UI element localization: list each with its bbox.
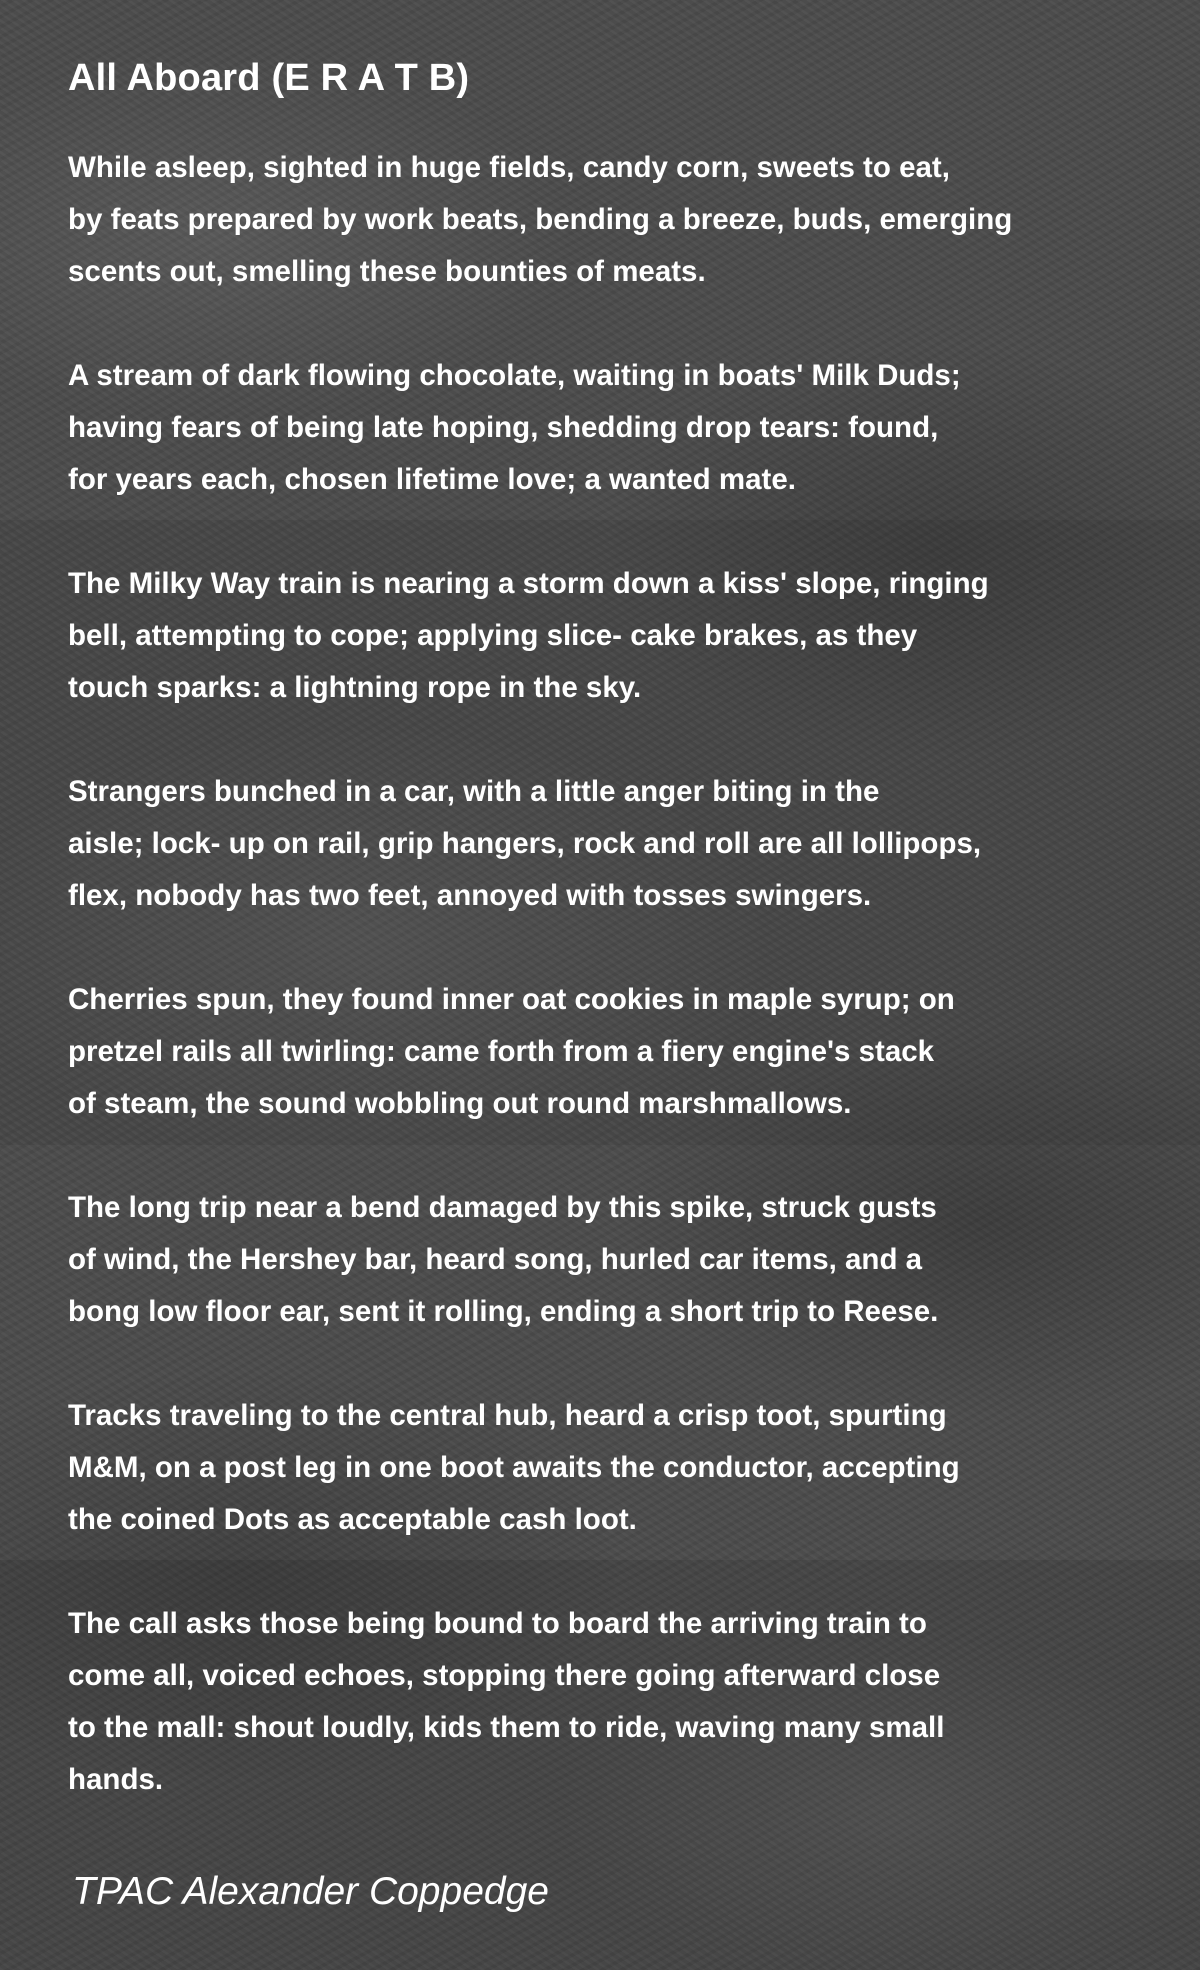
poem-line: for years each, chosen lifetime love; a wanted mate.	[68, 463, 796, 496]
poem-stanza	[68, 558, 1128, 714]
poem-line: touch sparks: a lightning rope in the sky.	[68, 671, 642, 704]
poem-author: TPAC Alexander Coppedge	[72, 1870, 549, 1913]
poem-line: the coined Dots as acceptable cash loot.	[68, 1503, 637, 1536]
poem-stanza	[68, 1182, 1128, 1338]
poem-stanza	[68, 350, 1128, 506]
poem-line: Tracks traveling to the central hub, heard a crisp toot, spurting	[68, 1399, 947, 1432]
poem-line: The Milky Way train is nearing a storm down a kiss' slope, ringing	[68, 567, 989, 600]
poem-line: of wind, the Hershey bar, heard song, hurled car items, and a	[68, 1243, 923, 1276]
poem-card	[68, 50, 1128, 1858]
poem-line: hands.	[68, 1763, 164, 1796]
poem-body	[68, 142, 1128, 1806]
poem-line: Cherries spun, they found inner oat cookies in maple syrup; on	[68, 983, 955, 1016]
poem-line: by feats prepared by work beats, bending a breeze, buds, emerging	[68, 203, 1013, 236]
poem-line: M&M, on a post leg in one boot awaits the conductor, accepting	[68, 1451, 960, 1484]
poem-line: having fears of being late hoping, shedding drop tears: found,	[68, 411, 939, 444]
poem-line: While asleep, sighted in huge fields, candy corn, sweets to eat,	[68, 151, 950, 184]
poem-line: The call asks those being bound to board the arriving train to	[68, 1607, 927, 1640]
poem-line: A stream of dark flowing chocolate, waiting in boats' Milk Duds;	[68, 359, 961, 392]
poem-line: pretzel rails all twirling: came forth from a fiery engine's stack	[68, 1035, 935, 1068]
poem-line: aisle; lock- up on rail, grip hangers, rock and roll are all lollipops,	[68, 827, 982, 860]
poem-stanza	[68, 766, 1128, 922]
poem-line: flex, nobody has two feet, annoyed with tosses swingers.	[68, 879, 872, 912]
poem-stanza	[68, 1390, 1128, 1546]
poem-line: come all, voiced echoes, stopping there going afterward close	[68, 1659, 941, 1692]
poem-line: bong low floor ear, sent it rolling, ending a short trip to Reese.	[68, 1295, 939, 1328]
poem-line: The long trip near a bend damaged by this spike, struck gusts	[68, 1191, 937, 1224]
poem-line: of steam, the sound wobbling out round marshmallows.	[68, 1087, 852, 1120]
poem-line: to the mall: shout loudly, kids them to ride, waving many small	[68, 1711, 945, 1744]
poem-stanza	[68, 142, 1128, 298]
poem-line: scents out, smelling these bounties of meats.	[68, 255, 706, 288]
poem-line: Strangers bunched in a car, with a little anger biting in the	[68, 775, 880, 808]
poem-stanza	[68, 974, 1128, 1130]
poem-title: All Aboard (E R A T B)	[68, 57, 470, 99]
poem-stanza	[68, 1598, 1128, 1806]
poem-line: bell, attempting to cope; applying slice- cake brakes, as they	[68, 619, 918, 652]
